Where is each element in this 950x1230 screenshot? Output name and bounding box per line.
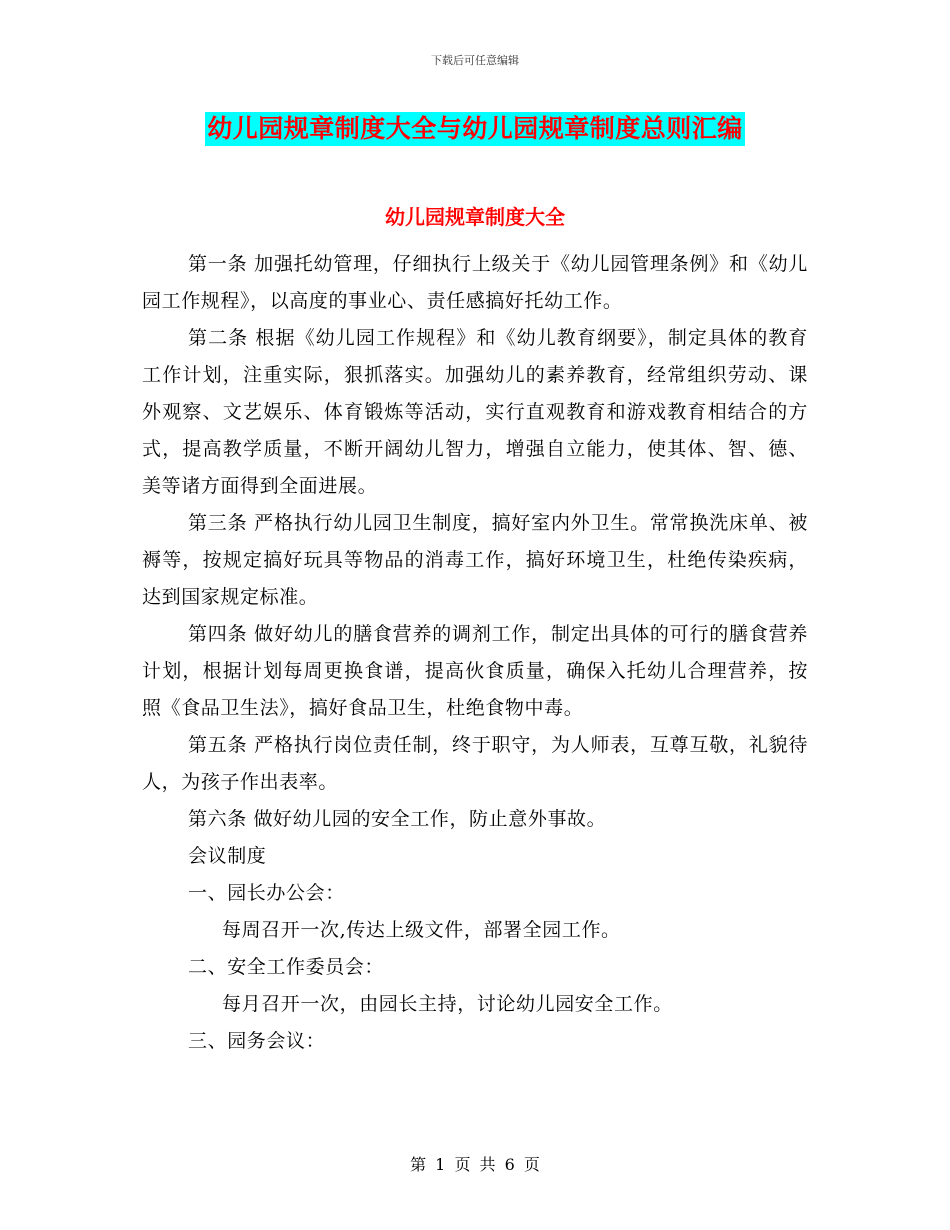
meeting-item-detail: 每月召开一次，由园长主持，讨论幼儿园安全工作。: [222, 993, 673, 1015]
document-title: [0, 112, 950, 149]
document-title-text: 幼儿园规章制度大全与幼儿园规章制度总则汇编: [205, 112, 745, 146]
meeting-item-label: 三、园务会议：: [188, 1030, 326, 1052]
page-number-footer: 第 1 页 共 6 页: [410, 1155, 540, 1174]
section-title: 幼儿园规章制度大全: [385, 205, 565, 229]
meeting-item-label: 一、园长办公会：: [188, 882, 345, 904]
meeting-rules-heading: 会议制度: [188, 845, 267, 867]
document-body: [142, 246, 808, 1060]
article-3: 第三条 严格执行幼儿园卫生制度，搞好室内外卫生。常常换洗床单、被褥等，按规定搞好玩具等物品的消毒工作，搞好环境卫生，杜绝传染疾病，达到国家规定标准。: [142, 512, 808, 608]
article-6: 第六条 做好幼儿园的安全工作，防止意外事故。: [188, 808, 607, 830]
page-header-note: 下载后可任意编辑: [431, 54, 519, 67]
article-4: 第四条 做好幼儿的膳食营养的调剂工作，制定出具体的可行的膳食营养计划，根据计划每周更换食谱，提高伙食质量，确保入托幼儿合理营养，按照《食品卫生法》，搞好食品卫生，杜绝食物中毒。: [142, 623, 808, 719]
meeting-item-detail: 每周召开一次,传达上级文件，部署全园工作。: [222, 919, 621, 941]
article-1: 第一条 加强托幼管理，仔细执行上级关于《幼儿园管理条例》和《幼儿园工作规程》，以高度的事业心、责任感搞好托幼工作。: [142, 253, 808, 312]
article-5: 第五条 严格执行岗位责任制，终于职守，为人师表，互尊互敬，礼貌待人，为孩子作出表率。: [142, 734, 808, 793]
meeting-item-label: 二、安全工作委员会：: [188, 956, 385, 978]
article-2: 第二条 根据《幼儿园工作规程》和《幼儿教育纲要》，制定具体的教育工作计划，注重实际，狠抓落实。加强幼儿的素养教育，经常组织劳动、课外观察、文艺娱乐、体育锻炼等活动，实行直观教育和游戏教育相结合的方式，提高教学质量，不断开阔幼儿智力，增强自立能力，使其体、智、德、美等诸方面得到全面进展。: [142, 327, 808, 497]
